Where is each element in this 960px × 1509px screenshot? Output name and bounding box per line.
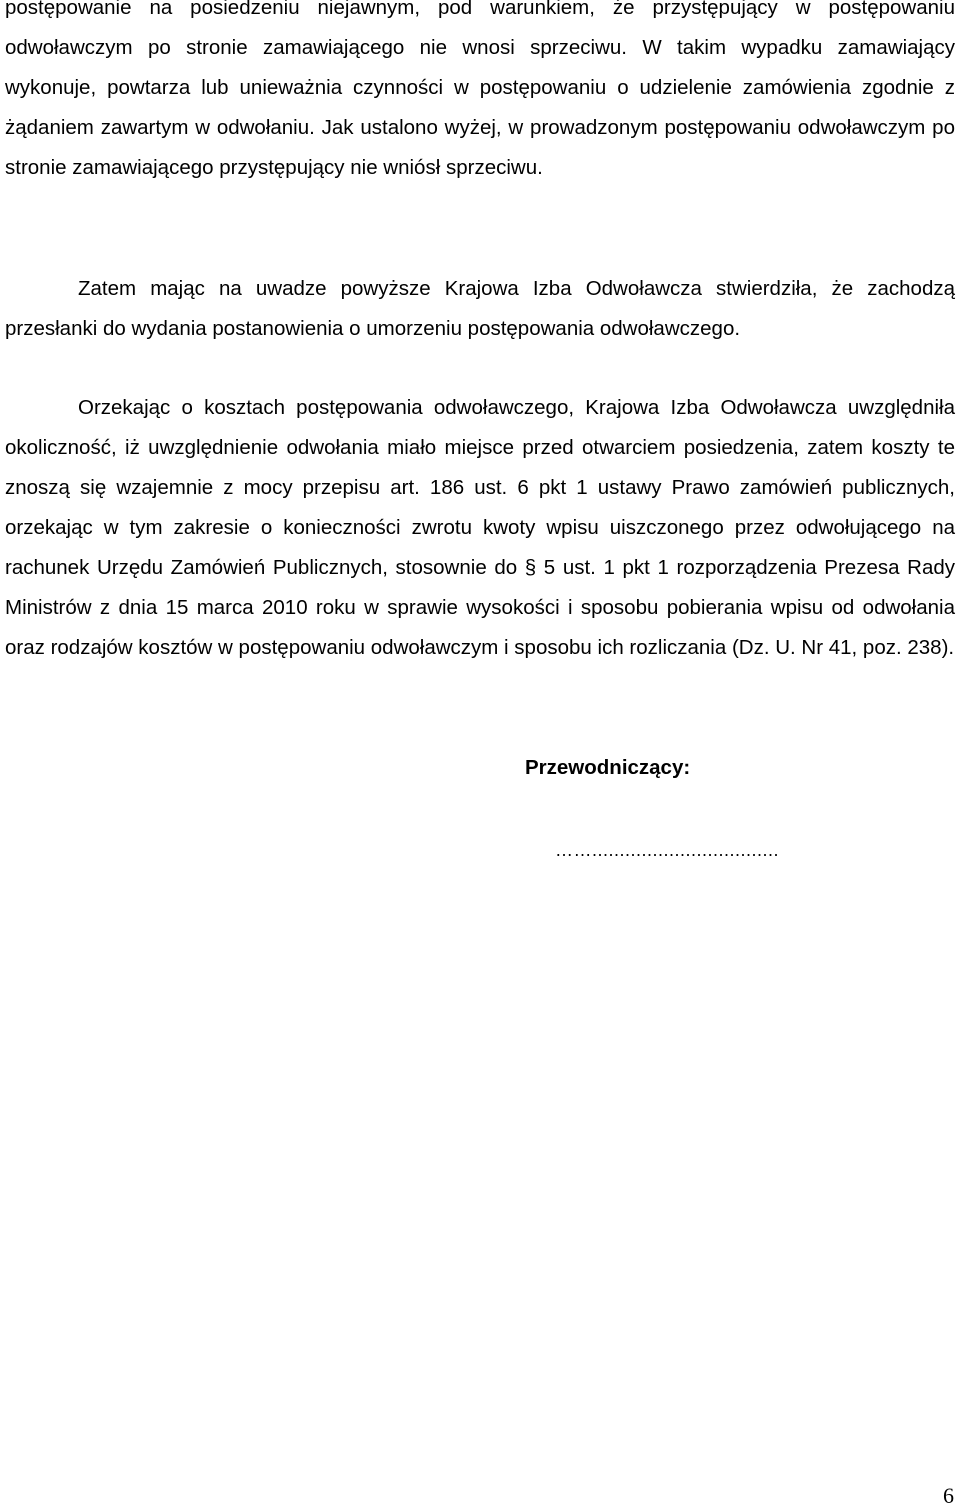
paragraph-conclusion: Zatem mając na uwadze powyższe Krajowa Izba Odwoławcza stwierdziła, że zachodzą przesłanki do wydania postanowienia o umorzeniu postępowania odwoławczego. [5,277,955,340]
signature-title: Przewodniczący: [525,756,691,779]
page-number: 6 [943,1483,954,1508]
signature-line: …….................................. [555,840,780,860]
paragraph-costs: Orzekając o kosztach postępowania odwoławczego, Krajowa Izba Odwoławcza uwzględniła okoliczność, iż uwzględnienie odwołania miało miejsce przed otwarciem posiedzenia, zatem koszty te znoszą się wzajemnie z mocy przepisu art. 186 ust. 6 pkt 1 ustawy Prawo zamówień publicznych, orzekając w tym zakresie o konieczności zwrotu kwoty wpisu uiszczonego przez odwołującego na rachunek Urzędu Zamówień Publicznych, stosownie do § 5 ust. 1 pkt 1 rozporządzenia Prezesa Rady Ministrów z dnia 15 marca 2010 roku w sprawie wysokości i sposobu pobierania wpisu od odwołania oraz rodzajów kosztów w postępowaniu odwoławczym i sposobu ich rozliczania (Dz. U. Nr 41, poz. 238). [5,396,955,659]
paragraph-continuation: postępowanie na posiedzeniu niejawnym, pod warunkiem, że przystępujący w postępowaniu odwoławczym po stronie zamawiającego nie wnosi sprzeciwu. W takim wypadku zamawiający wykonuje, powtarza lub unieważnia czynności w postępowaniu o udzielenie zamówienia zgodnie z żądaniem zawartym w odwołaniu. Jak ustalono wyżej, w prowadzonym postępowaniu odwoławczym po stronie zamawiającego przystępujący nie wniósł sprzeciwu. [5,0,955,179]
